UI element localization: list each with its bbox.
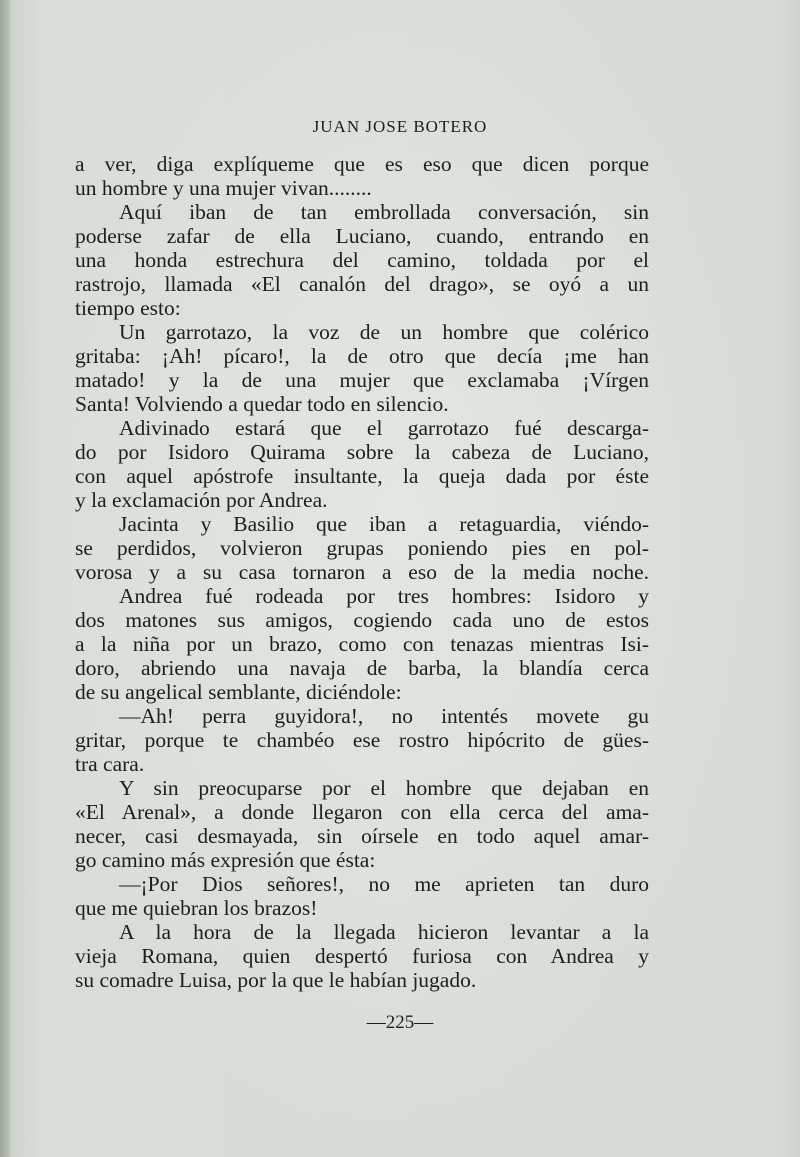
text-line: tiempo esto: xyxy=(75,296,181,320)
text-line: que me quiebran los brazos! xyxy=(75,896,318,920)
text-line: a la niña por un brazo, como con tenazas mientras Isi- xyxy=(75,632,649,656)
text-line: Un garrotazo, la voz de un hombre que colérico xyxy=(119,320,649,344)
text-line: Y sin preocuparse por el hombre que dejaban en xyxy=(119,776,649,800)
text-line: vorosa y a su casa tornaron a eso de la media noche. xyxy=(75,560,649,584)
text-line: Jacinta y Basilio que iban a retaguardia, viéndo- xyxy=(119,512,649,536)
page-spine-shadow xyxy=(0,0,10,1157)
text-line: tra cara. xyxy=(75,752,145,776)
text-line: de su angelical semblante, diciéndole: xyxy=(75,680,402,704)
text-line: poderse zafar de ella Luciano, cuando, entrando en xyxy=(75,224,649,248)
page-number: —225— xyxy=(366,1012,434,1033)
text-line: su comadre Luisa, por la que le habían jugado. xyxy=(75,968,477,992)
text-line: se perdidos, volvieron grupas poniendo pies en pol- xyxy=(75,536,649,560)
text-line: Andrea fué rodeada por tres hombres: Isidoro y xyxy=(119,584,649,608)
text-line: matado! y la de una mujer que exclamaba ¡Vírgen xyxy=(75,368,649,392)
text-line: y la exclamación por Andrea. xyxy=(75,488,328,512)
text-line: dos matones sus amigos, cogiendo cada uno de estos xyxy=(75,608,649,632)
body-text xyxy=(75,152,649,992)
text-line: vieja Romana, quien despertó furiosa con Andrea y xyxy=(75,944,649,968)
text-line: doro, abriendo una navaja de barba, la blandía cerca xyxy=(75,656,649,680)
text-line: do por Isidoro Quirama sobre la cabeza de Luciano, xyxy=(75,440,649,464)
text-line: A la hora de la llegada hicieron levantar a la xyxy=(119,920,649,944)
text-line: necer, casi desmayada, sin oírsele en todo aquel amar- xyxy=(75,824,649,848)
text-line: —Ah! perra guyidora!, no intentés movete gu xyxy=(119,704,649,728)
text-line: un hombre y una mujer vivan........ xyxy=(75,176,372,200)
running-header: JUAN JOSE BOTERO xyxy=(312,117,488,136)
text-line: go camino más expresión que ésta: xyxy=(75,848,376,872)
text-line: gritaba: ¡Ah! pícaro!, la de otro que decía ¡me han xyxy=(75,344,649,368)
text-line: Santa! Volviendo a quedar todo en silencio. xyxy=(75,392,449,416)
text-line: rastrojo, llamada «El canalón del drago», se oyó a un xyxy=(75,272,649,296)
text-line: Aquí iban de tan embrollada conversación, sin xyxy=(119,200,649,224)
text-line: con aquel apóstrofe insultante, la queja dada por éste xyxy=(75,464,649,488)
text-line: gritar, porque te chambéo ese rostro hipócrito de gües- xyxy=(75,728,649,752)
text-line: una honda estrechura del camino, toldada por el xyxy=(75,248,649,272)
text-line: a ver, diga explíqueme que es eso que dicen porque xyxy=(75,152,649,176)
text-line: —¡Por Dios señores!, no me aprieten tan duro xyxy=(119,872,649,896)
text-line: Adivinado estará que el garrotazo fué descarga- xyxy=(119,416,649,440)
text-line: «El Arenal», a donde llegaron con ella cerca del ama- xyxy=(75,800,649,824)
